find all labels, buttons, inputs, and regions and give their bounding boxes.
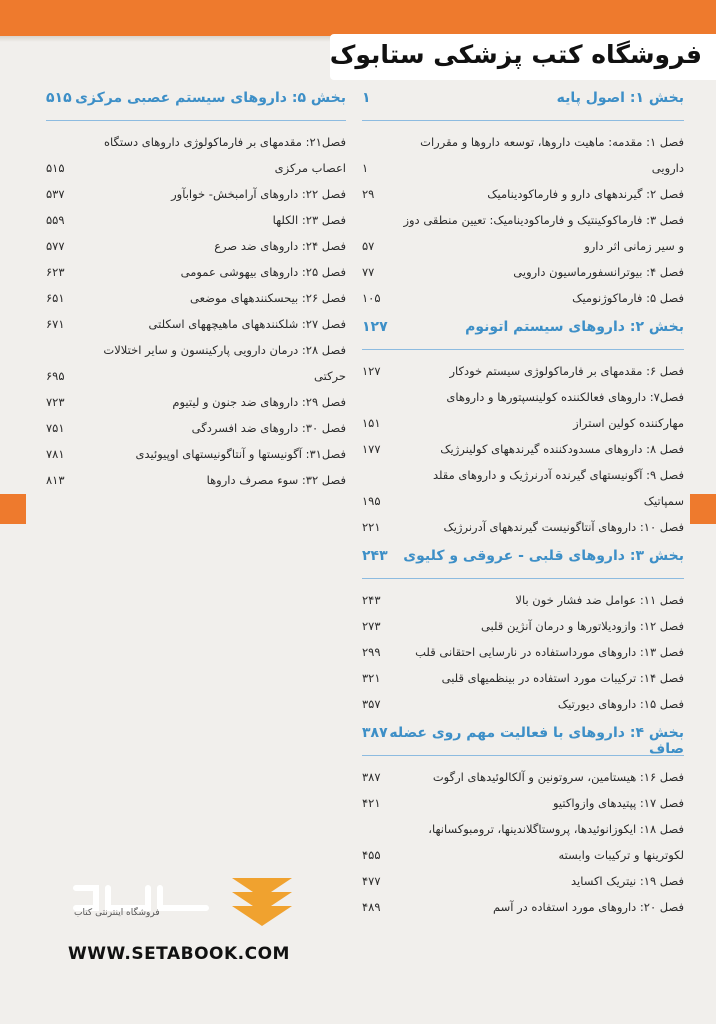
entry-page: ۵۳۷ bbox=[46, 187, 65, 201]
entry-title: فصل ۸: داروهای مسدودکننده گیرندههای کولینرژیک bbox=[440, 442, 684, 456]
entry-page: ۱۷۷ bbox=[362, 442, 381, 456]
entry-page: ۵۵۹ bbox=[46, 213, 65, 227]
entry-title: فصل ۲۲: داروهای آرامبخش- خوابآور bbox=[171, 187, 346, 201]
right-edge-tab bbox=[690, 494, 716, 524]
entry-page: ۴۲۱ bbox=[362, 796, 381, 810]
entry-title: فصل ۱۷: پپتیدهای وازواکتیو bbox=[552, 796, 684, 810]
toc-entry bbox=[362, 207, 684, 259]
entry-title: فصل ۲۶: بیحسکنندههای موضعی bbox=[190, 291, 346, 305]
toc-entry bbox=[362, 894, 684, 920]
entry-page: ۵۱۵ bbox=[46, 161, 65, 175]
section-page: ۱۲۷ bbox=[362, 319, 388, 335]
toc-entry bbox=[362, 790, 684, 816]
entry-title: فصل ۱۳: داروهای مورداستفاده در نارسایی احتقانی قلب bbox=[415, 645, 684, 659]
entry-page: ۵۷ bbox=[362, 239, 375, 253]
toc-left-column bbox=[46, 82, 346, 493]
entry-title: فصل ۱۸: ایکوزانوئیدها، پروستاگلاندینها، ترومبوکسانها، لکوترینها و ترکیبات وابسته bbox=[428, 822, 684, 862]
entry-page: ۱۲۷ bbox=[362, 364, 381, 378]
toc-entry bbox=[46, 181, 346, 207]
toc-entry bbox=[362, 587, 684, 613]
entry-title: فصل ۱۱: عوامل ضد فشار خون بالا bbox=[515, 593, 684, 607]
entry-page: ۶۷۱ bbox=[46, 317, 65, 331]
section-title: بخش ۴: داروهای با فعالیت مهم روی عضله صاف bbox=[389, 725, 684, 757]
toc-entry bbox=[362, 259, 684, 285]
entry-page: ۳۲۱ bbox=[362, 671, 381, 685]
toc-entry bbox=[46, 415, 346, 441]
toc-entry bbox=[46, 233, 346, 259]
entry-title: فصل ۱۴: ترکیبات مورد استفاده در بینظمیهای قلبی bbox=[441, 671, 684, 685]
section-heading bbox=[362, 548, 684, 579]
section-title: بخش ۲: داروهای سیستم اتونوم bbox=[465, 319, 684, 335]
section-page: ۳۸۷ bbox=[362, 725, 388, 741]
entry-title: فصل ۲۷: شلکنندههای ماهیچههای اسکلتی bbox=[148, 317, 346, 331]
toc-entry bbox=[46, 467, 346, 493]
section-page: ۵۱۵ bbox=[46, 90, 72, 106]
entry-page: ۸۱۳ bbox=[46, 473, 65, 487]
setabook-logo bbox=[56, 868, 306, 928]
toc-entry bbox=[362, 613, 684, 639]
section-title: بخش ۱: اصول پایه bbox=[556, 90, 684, 106]
entry-title: فصل ۲۹: داروهای ضد جنون و لیتیوم bbox=[172, 395, 346, 409]
entry-title: فصل ۲۸: درمان دارویی پارکینسون و سایر اختلالات حرکتی bbox=[103, 343, 346, 383]
section-title: بخش ۵: داروهای سیستم عصبی مرکزی bbox=[75, 90, 346, 106]
toc-entry bbox=[362, 639, 684, 665]
toc-entry bbox=[46, 259, 346, 285]
toc-entry bbox=[362, 285, 684, 311]
toc-right-column bbox=[362, 82, 684, 920]
entry-title: فصل ۱۹: نیتریک اکساید bbox=[570, 874, 684, 888]
entry-title: فصل۷: داروهای فعالکننده کولینسپتورها و داروهای مهارکننده کولین استراز bbox=[446, 390, 684, 430]
entry-title: فصل ۳: فارماکوکینتیک و فارماکودینامیک: تعیین منطقی دوز و سیر زمانی اثر دارو bbox=[403, 213, 684, 253]
entry-page: ۴۸۹ bbox=[362, 900, 381, 914]
entry-title: فصل ۱۰: داروهای آنتاگونیست گیرندههای آدرنرژیک bbox=[443, 520, 684, 534]
toc-entry bbox=[362, 514, 684, 540]
toc-entry bbox=[362, 816, 684, 868]
entry-title: فصل ۹: آگونیستهای گیرنده آدرنرژیک و داروهای مقلد سمپاتیک bbox=[432, 468, 684, 508]
entry-page: ۵۷۷ bbox=[46, 239, 65, 253]
watermark-url: WWW.SETABOOK.COM bbox=[68, 944, 290, 964]
entry-page: ۱ bbox=[362, 161, 369, 175]
section-heading bbox=[362, 90, 684, 121]
toc-entry bbox=[46, 441, 346, 467]
entry-page: ۲۴۳ bbox=[362, 593, 381, 607]
section-page: ۲۴۳ bbox=[362, 548, 388, 564]
entry-title: فصل ۱۵: داروهای دیورتیک bbox=[557, 697, 684, 711]
toc-entry bbox=[362, 129, 684, 181]
banner-text: فروشگاه کتب پزشکی ستابوک bbox=[329, 40, 702, 69]
entry-title: فصل ۱۶: هیستامین، سروتونین و آلکالوئیدهای ارگوت bbox=[432, 770, 684, 784]
toc-entry bbox=[46, 389, 346, 415]
toc-entry bbox=[46, 129, 346, 181]
section-heading bbox=[362, 319, 684, 350]
entry-page: ۳۸۷ bbox=[362, 770, 381, 784]
toc-entry bbox=[46, 207, 346, 233]
entry-page: ۳۵۷ bbox=[362, 697, 381, 711]
toc-entry bbox=[362, 384, 684, 436]
toc-entry bbox=[362, 358, 684, 384]
entry-page: ۱۹۵ bbox=[362, 494, 381, 508]
section-heading bbox=[362, 725, 684, 756]
toc-entry bbox=[362, 868, 684, 894]
section-heading bbox=[46, 90, 346, 121]
entry-title: فصل ۶: مقدمهای بر فارماکولوژی سیستم خودکار bbox=[449, 364, 684, 378]
toc-entry bbox=[362, 462, 684, 514]
entry-page: ۱۵۱ bbox=[362, 416, 381, 430]
entry-page: ۶۵۱ bbox=[46, 291, 65, 305]
section-page: ۱ bbox=[362, 90, 371, 106]
entry-page: ۶۹۵ bbox=[46, 369, 65, 383]
entry-title: فصل ۱: مقدمه: ماهیت داروها، توسعه داروها و مقررات دارویی bbox=[420, 135, 684, 175]
entry-title: فصل ۲۵: داروهای بیهوشی عمومی bbox=[180, 265, 346, 279]
toc-entry bbox=[46, 311, 346, 337]
logo-emblem-icon bbox=[232, 878, 292, 926]
entry-page: ۲۹ bbox=[362, 187, 375, 201]
entry-title: فصل ۳۲: سوء مصرف داروها bbox=[206, 473, 346, 487]
entry-page: ۲۲۱ bbox=[362, 520, 381, 534]
entry-page: ۷۵۱ bbox=[46, 421, 65, 435]
entry-title: فصل ۲۳: الکلها bbox=[272, 213, 346, 227]
entry-title: فصل ۵: فارماکوژنومیک bbox=[572, 291, 684, 305]
entry-title: فصل ۲۰: داروهای مورد استفاده در آسم bbox=[492, 900, 684, 914]
entry-page: ۷۲۳ bbox=[46, 395, 65, 409]
entry-page: ۲۹۹ bbox=[362, 645, 381, 659]
toc-entry bbox=[46, 285, 346, 311]
section-title: بخش ۳: داروهای قلبی - عروقی و کلیوی bbox=[403, 548, 684, 564]
toc-entry bbox=[362, 436, 684, 462]
entry-page: ۶۲۳ bbox=[46, 265, 65, 279]
entry-page: ۱۰۵ bbox=[362, 291, 381, 305]
watermark-tagline: فروشگاه اینترنتی کتاب bbox=[74, 908, 160, 918]
toc-entry bbox=[362, 691, 684, 717]
entry-title: فصل ۱۲: وازودیلاتورها و درمان آنژین قلبی bbox=[480, 619, 684, 633]
logo-wordmark-icon bbox=[76, 888, 206, 908]
entry-title: فصل۲۱: مقدمهای بر فارماکولوژی داروهای دستگاه اعصاب مرکزی bbox=[104, 135, 346, 175]
toc-entry bbox=[46, 337, 346, 389]
entry-title: فصل ۳۰: داروهای ضد افسردگی bbox=[191, 421, 346, 435]
entry-title: فصل ۲: گیرندههای دارو و فارماکودینامیک bbox=[487, 187, 684, 201]
entry-page: ۲۷۳ bbox=[362, 619, 381, 633]
left-edge-tab bbox=[0, 494, 26, 524]
entry-page: ۷۷ bbox=[362, 265, 375, 279]
entry-title: فصل۳۱: آگونیستها و آنتاگونیستهای اوپیوئیدی bbox=[135, 447, 346, 461]
toc-entry bbox=[362, 665, 684, 691]
toc-entry bbox=[362, 181, 684, 207]
entry-page: ۴۵۵ bbox=[362, 848, 381, 862]
top-orange-band bbox=[0, 0, 716, 36]
toc-entry bbox=[362, 764, 684, 790]
entry-page: ۷۸۱ bbox=[46, 447, 65, 461]
entry-title: فصل ۴: بیوترانسفورماسیون دارویی bbox=[513, 265, 684, 279]
entry-page: ۴۷۷ bbox=[362, 874, 381, 888]
entry-title: فصل ۲۴: داروهای ضد صرع bbox=[214, 239, 346, 253]
